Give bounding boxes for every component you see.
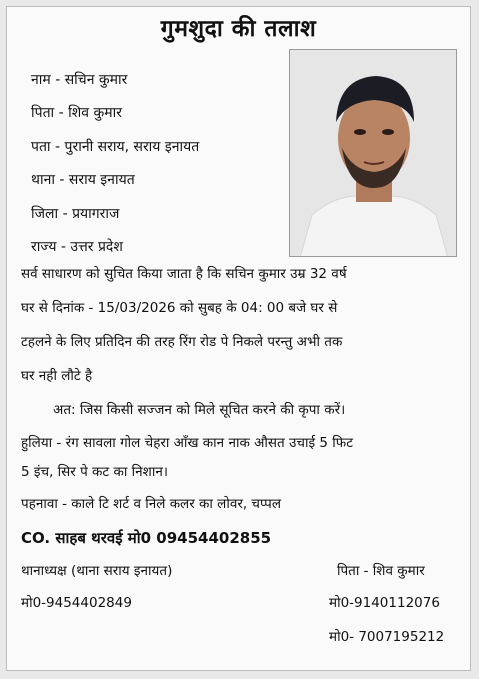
description-line-2: 5 इंच, सिर पे कट का निशान। [21, 464, 168, 480]
notice-line-1: सर्व साधारण को सुचित किया जाता है कि सचिन कुमार उम्र 32 वर्ष [21, 266, 347, 282]
missing-person-poster [6, 6, 471, 671]
detail-district: जिला - प्रयागराज [31, 206, 120, 222]
description-line-1: हुलिया - रंग सावला गोल चेहरा आँख कान नाक औसत उचाई 5 फिट [21, 435, 353, 451]
main-contact: CO. साहब थरवई मो0 09454402855 [21, 529, 272, 547]
detail-father: पिता - शिव कुमार [31, 105, 122, 121]
notice-line-3: टहलने के लिए प्रतिदिन की तरह रिंग रोड पे निकले परन्तु अभी तक [21, 334, 343, 350]
station-officer-label: थानाध्यक्ष (थाना सराय इनायत) [21, 563, 173, 579]
father-label: पिता - शिव कुमार [337, 563, 425, 579]
station-officer-phone: मो0-9454402849 [21, 595, 132, 611]
request-line: अत: जिस किसी सज्जन को मिले सूचित करने की कृपा करें। [53, 402, 346, 418]
notice-line-2: घर से दिनांक - 15/03/2026 को सुबह के 04: 00 बजे घर से [21, 300, 338, 316]
person-portrait-image [290, 50, 457, 257]
father-phone-1: मो0-9140112076 [329, 595, 440, 611]
clothing-line: पहनावा - काले टि शर्ट व निले कलर का लोवर, चप्पल [21, 496, 281, 512]
detail-state: राज्य - उत्तर प्रदेश [31, 239, 123, 255]
father-phone-2: मो0- 7007195212 [329, 629, 445, 645]
notice-line-4: घर नही लौटे है [21, 368, 93, 384]
poster-title: गुमशुदा की तलाश [160, 16, 317, 42]
detail-police-station: थाना - सराय इनायत [31, 172, 135, 188]
detail-name: नाम - सचिन कुमार [31, 72, 128, 88]
detail-address: पता - पुरानी सराय, सराय इनायत [31, 139, 200, 155]
person-photo [289, 49, 457, 257]
